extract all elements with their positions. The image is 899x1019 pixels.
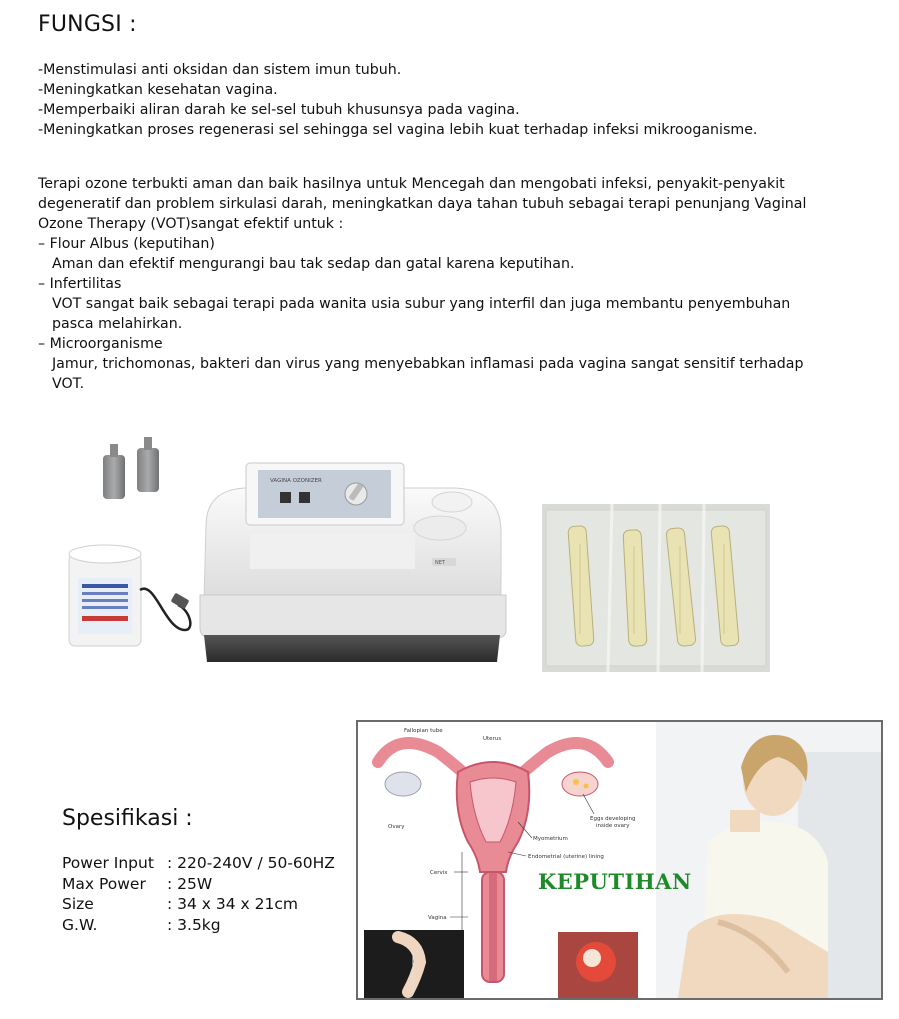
keputihan-collage [356, 720, 883, 1000]
benefit-text: VOT sangat baik sebagai terapi pada wanita usia subur yang interfil dan juga membantu penyembuhan [52, 296, 791, 312]
function-item: -Memperbaiki aliran darah ke sel-sel tubuh khusunsya pada vagina. [38, 102, 520, 118]
label-endometrial: Endometrial (uterine) lining [528, 854, 604, 860]
benefit-text: pasca melahirkan. [52, 316, 183, 332]
benefit-heading: – Flour Albus (keputihan) [38, 236, 215, 252]
spec-value: : 220-240V / 50-60HZ [167, 854, 335, 872]
label-eggs-2: inside ovary [596, 823, 630, 829]
air-stone-icon [103, 444, 125, 499]
label-myometrium: Myometrium [533, 836, 568, 842]
ozone-device-icon [200, 463, 506, 662]
function-item: -Meningkatkan kesehatan vagina. [38, 82, 278, 98]
page-title: FUNGSI : [38, 12, 137, 37]
spec-table [62, 853, 335, 935]
benefit-heading: – Microorganisme [38, 336, 163, 352]
therapy-description [38, 174, 838, 394]
spec-value: : 34 x 34 x 21cm [167, 895, 298, 913]
function-item: -Menstimulasi anti oksidan dan sistem imun tubuh. [38, 62, 402, 78]
spec-row [62, 894, 335, 915]
spec-key: Power Input [62, 854, 154, 872]
label-cervix: Cervix [430, 870, 448, 876]
benefit-text: VOT. [52, 376, 85, 392]
spec-row [62, 853, 335, 874]
syringes-image [542, 504, 770, 672]
spec-row [62, 874, 335, 895]
label-uterus: Uterus [483, 736, 502, 742]
benefit-heading: – Infertilitas [38, 276, 122, 292]
label-fallopian: Fallopian tube [404, 728, 443, 734]
device-panel-label: VAGINA OZONIZER [270, 478, 322, 484]
air-stone-icon [137, 437, 159, 492]
anatomy-diagram [358, 722, 881, 998]
product-device-image [60, 430, 510, 675]
benefit-text: Aman dan efektif mengurangi bau tak sedap dan gatal karena keputihan. [52, 256, 575, 272]
function-item: -Meningkatkan proses regenerasi sel sehingga sel vagina lebih kuat terhadap infeksi mikrooganisme. [38, 122, 758, 138]
filter-cup-icon [69, 545, 190, 646]
intro-line: Terapi ozone terbukti aman dan baik hasilnya untuk Mencegah dan mengobati infeksi, penyakit-penyakit [38, 176, 785, 192]
benefit-text: Jamur, trichomonas, bakteri dan virus yang menyebabkan inflamasi pada vagina sangat sensitif terhadap [52, 356, 804, 372]
spec-value: : 3.5kg [167, 915, 221, 934]
intro-line: degeneratif dan problem sirkulasi darah, meningkatkan daya tahan tubuh sebagai terapi penunjang Vaginal [38, 196, 807, 212]
spec-title: Spesifikasi : [62, 806, 193, 831]
device-brand-tag: NET [435, 560, 445, 566]
keputihan-label: KEPUTIHAN [538, 869, 692, 894]
spec-key: Size [62, 895, 94, 913]
spec-key: G.W. [62, 915, 98, 934]
label-eggs: Eggs developing [590, 816, 636, 822]
intro-line: Ozone Therapy (VOT)sangat efektif untuk : [38, 216, 344, 232]
function-list [38, 60, 757, 140]
label-ovary: Ovary [388, 824, 405, 830]
label-vagina: Vagina [428, 915, 447, 921]
spec-value: : 25W [167, 874, 213, 893]
spec-key: Max Power [62, 874, 146, 893]
spec-row [62, 915, 335, 936]
